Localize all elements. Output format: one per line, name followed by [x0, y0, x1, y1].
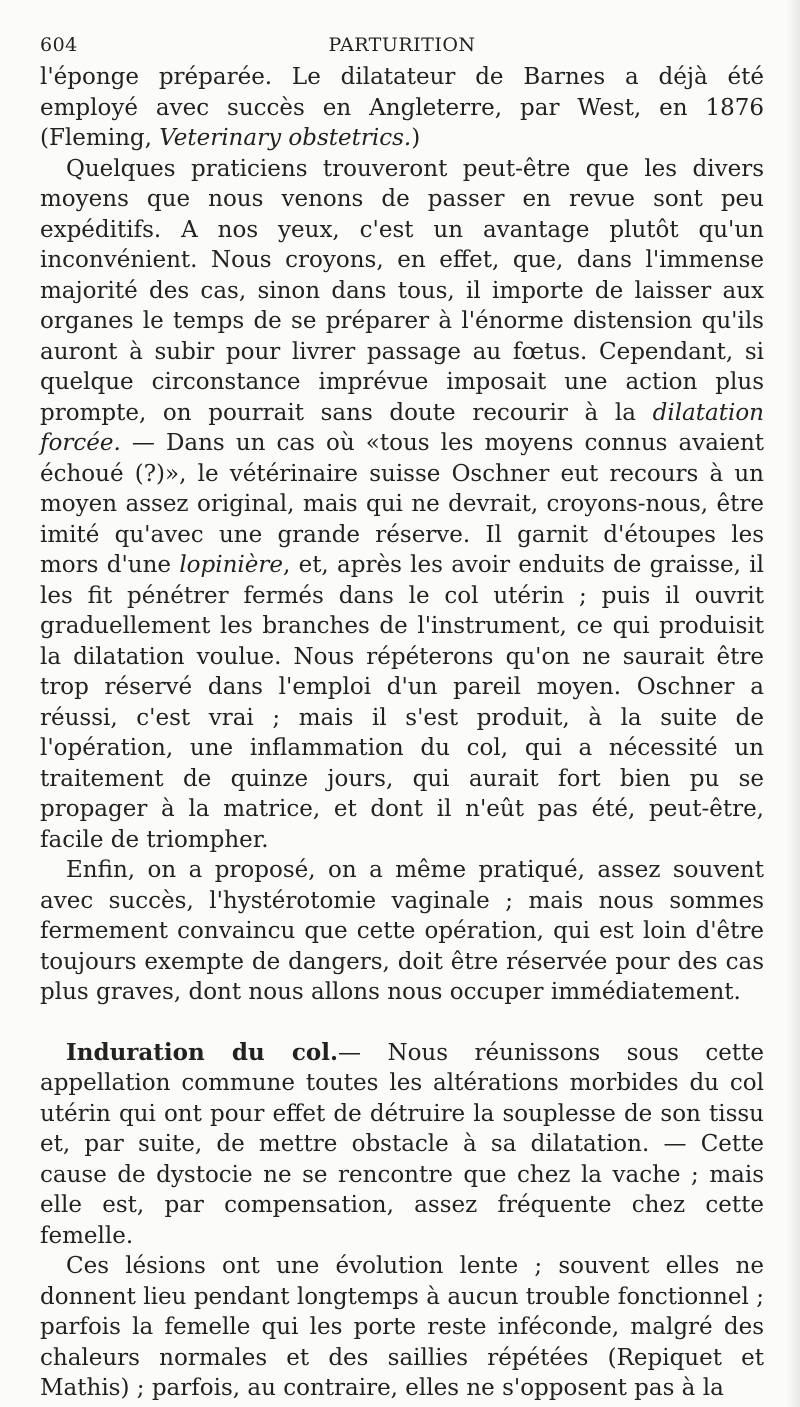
section-heading: Induration du col. [66, 1038, 338, 1066]
paragraph [40, 1038, 764, 1252]
paragraph [40, 1251, 764, 1404]
text-run: — Dans un cas où «tous les moyens connus avaient échoué (?)», le vétérinaire suisse Oschner eut recours à un moyen assez original, mais qui ne devrait, croyons-nous, être imité qu'avec une grande réserve. Il garnit d'étoupes les mors d'une [40, 430, 764, 578]
paragraph [40, 154, 764, 856]
italic-term: dilatation forcée. [40, 399, 764, 456]
page-number: 604 [40, 34, 78, 56]
section-gap [40, 1008, 764, 1038]
text-run: Enfin, on a proposé, on a même pratiqué, assez souvent avec succès, l'hystérotomie vaginale ; mais nous sommes fermement convaincu que cette opération, qui est loin d'être toujours exempte de dangers, doit être réservée pour des cas plus graves, dont nous allons nous occuper immédiatement. [40, 857, 764, 1005]
text-run: — Nous réunissons sous cette appellation commune toutes les altérations morbides du col utérin qui ont pour effet de détruire la souplesse de son tissu et, par suite, de mettre obstacle à sa dilatation. — Cette cause de dystocie ne se rencontre que chez la vache ; mais elle est, par compensation, assez fréquente chez cette femelle. [40, 1039, 764, 1249]
page-edge-shadow [786, 0, 800, 1407]
text-run: ) [411, 125, 421, 151]
text-run: Quelques praticiens trouveront peut-être que les divers moyens que nous venons de passer en revue sont peu expéditifs. A nos yeux, c'est un avantage plutôt qu'un inconvénient. Nous croyons, en effet, que, dans l'immense majorité des cas, sinon dans tous, il importe de laisser aux organes le temps de se préparer à l'énorme distension qu'ils auront à subir pour livrer passage au fœtus. Cependant, si quelque circonstance imprévue imposait une action plus prompte, on pourrait sans doute recourir à la [40, 155, 764, 426]
running-title: PARTURITION [328, 34, 476, 56]
text-run: Ces lésions ont une évolution lente ; souvent elles ne donnent lieu pendant longtemps à aucun trouble fonctionnel ; parfois la femelle qui les porte reste inféconde, malgré des chaleurs normales et des saillies répétées (Repiquet et Mathis) ; parfois, au contraire, elles ne s'opposent pas à la [40, 1253, 764, 1401]
text-run: , et, après les avoir enduits de graisse, il les fit pénétrer fermés dans le col utérin ; puis il ouvrit graduellement les branches de l'instrument, ce qui produisit la dilatation voulue. Nous répéterons qu'on ne saurait être trop réservé dans l'emploi d'un pareil moyen. Oschner a réussi, c'est vrai ; mais il s'est produit, à la suite de l'opération, une inflammation du col, qui a nécessité un traitement de quinze jours, qui aurait fort bien pu se propager à la matrice, et dont il n'eût pas été, peut-être, facile de triompher. [40, 552, 764, 853]
italic-term: lopinière [179, 552, 283, 578]
running-head [40, 28, 764, 62]
body-text [40, 62, 764, 1404]
italic-term: Veterinary obstetrics. [159, 125, 412, 151]
paragraph [40, 62, 764, 154]
text-run: l'éponge préparée. Le dilatateur de Barnes a déjà été employé avec succès en Angleterre, par West, en 1876 (Fleming, [40, 64, 764, 151]
paragraph [40, 855, 764, 1008]
